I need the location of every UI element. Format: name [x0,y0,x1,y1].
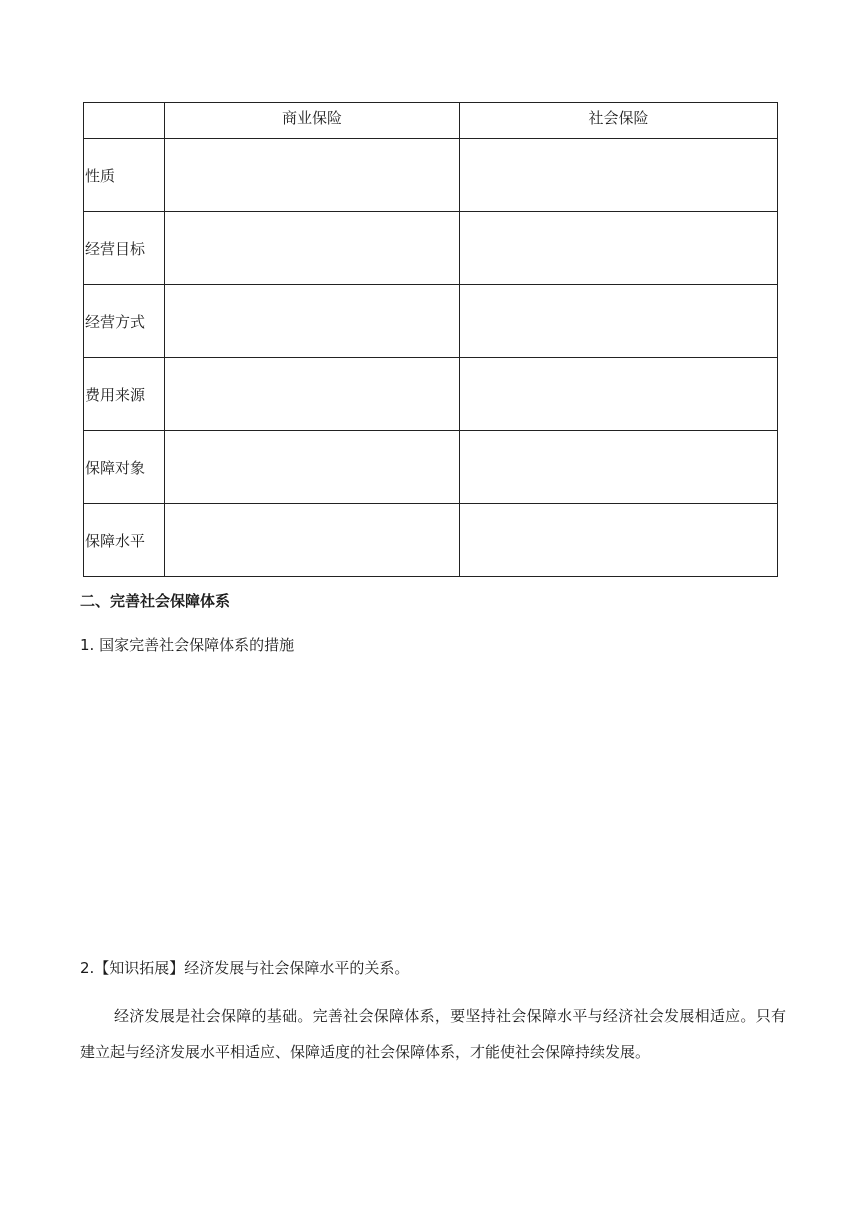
header-commercial-insurance: 商业保险 [165,103,460,139]
row-label-goal: 经营目标 [84,212,165,285]
item-knowledge-extension: 2.【知识拓展】经济发展与社会保障水平的关系。 [80,959,410,977]
cell-social [460,212,778,285]
item-measures: 1. 国家完善社会保障体系的措施 [80,636,295,654]
header-corner-cell [84,103,165,139]
cell-commercial [165,431,460,504]
table-row [84,285,778,358]
comparison-table [83,102,778,577]
table-row [84,431,778,504]
table-row [84,139,778,212]
cell-commercial [165,358,460,431]
cell-social [460,431,778,504]
body-paragraph: 经济发展是社会保障的基础。完善社会保障体系，要坚持社会保障水平与经济社会发展相适应。只有建立起与经济发展水平相适应、保障适度的社会保障体系，才能使社会保障持续发展。 [80,1007,786,1061]
row-label-level: 保障水平 [84,504,165,577]
cell-social [460,504,778,577]
cell-social [460,139,778,212]
table-row [84,358,778,431]
table-row [84,212,778,285]
row-label-method: 经营方式 [84,285,165,358]
row-label-coverage: 保障对象 [84,431,165,504]
cell-social [460,285,778,358]
row-label-nature: 性质 [84,139,165,212]
cell-commercial [165,285,460,358]
cell-commercial [165,139,460,212]
header-social-insurance: 社会保险 [460,103,778,139]
table-row [84,504,778,577]
row-label-funding: 费用来源 [84,358,165,431]
cell-social [460,358,778,431]
section-heading: 二、完善社会保障体系 [80,592,231,610]
cell-commercial [165,212,460,285]
table-header-row [84,103,778,139]
cell-commercial [165,504,460,577]
